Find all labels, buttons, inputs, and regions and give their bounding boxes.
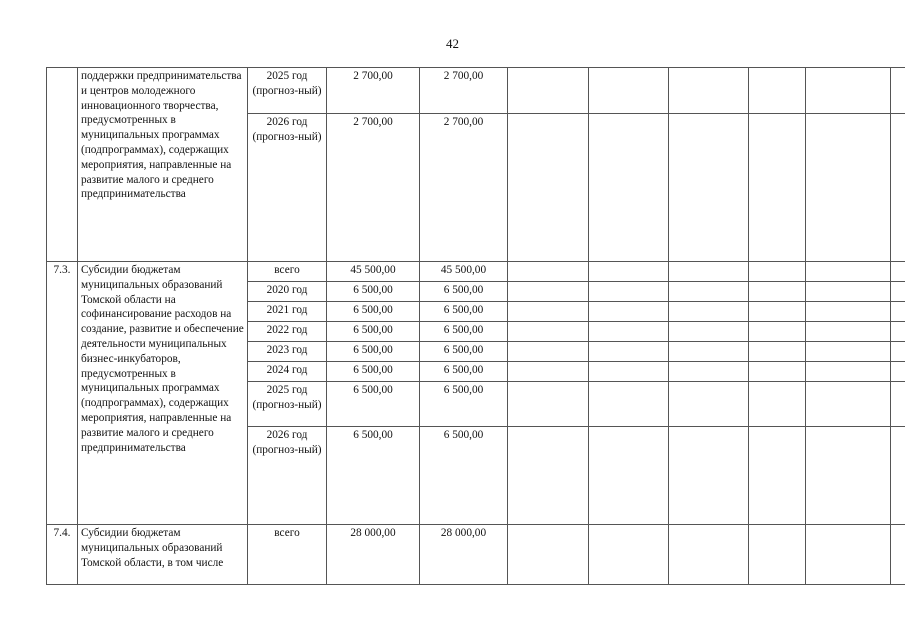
empty-cell [749, 114, 806, 262]
empty-cell [669, 342, 749, 362]
federal-value: 2 700,00 [420, 114, 508, 262]
empty-cell [806, 282, 891, 302]
empty-cell [749, 525, 806, 585]
empty-cell [669, 302, 749, 322]
empty-cell [669, 114, 749, 262]
federal-value: 2 700,00 [420, 68, 508, 114]
page-number: 42 [446, 36, 459, 51]
empty-cell [589, 525, 669, 585]
federal-value: 6 500,00 [420, 427, 508, 525]
empty-cell [749, 362, 806, 382]
empty-cell [891, 427, 905, 525]
federal-value: 28 000,00 [420, 525, 508, 585]
empty-cell [508, 262, 589, 282]
empty-cell [749, 382, 806, 427]
item-name: поддержки предпринимательства и центров молодежного инновационного творчества, предусмотренных в муниципальных программах (подпрограммах), содержащих мероприятия, направленные на развитие малого и среднего предпринимательства [78, 68, 248, 262]
empty-cell [749, 68, 806, 114]
total-value: 6 500,00 [327, 427, 420, 525]
federal-value: 6 500,00 [420, 302, 508, 322]
year-cell: 2021 год [248, 302, 327, 322]
empty-cell [891, 282, 905, 302]
total-value: 6 500,00 [327, 322, 420, 342]
table-row [47, 262, 905, 282]
federal-value: 6 500,00 [420, 282, 508, 302]
total-value: 6 500,00 [327, 302, 420, 322]
table-row [47, 525, 905, 585]
empty-cell [669, 382, 749, 427]
year-cell: 2020 год [248, 282, 327, 302]
federal-value: 45 500,00 [420, 262, 508, 282]
total-value: 6 500,00 [327, 362, 420, 382]
empty-cell [508, 362, 589, 382]
empty-cell [589, 342, 669, 362]
item-name: Субсидии бюджетам муниципальных образований Томской области, в том числе [78, 525, 248, 585]
item-number: 7.3. [47, 262, 78, 525]
empty-cell [669, 322, 749, 342]
empty-cell [508, 282, 589, 302]
empty-cell [806, 427, 891, 525]
year-cell: 2026 год (прогноз-ный) [248, 114, 327, 262]
empty-cell [749, 262, 806, 282]
empty-cell [589, 114, 669, 262]
empty-cell [749, 282, 806, 302]
total-value: 45 500,00 [327, 262, 420, 282]
empty-cell [891, 302, 905, 322]
empty-cell [508, 114, 589, 262]
empty-cell [508, 382, 589, 427]
empty-cell [891, 342, 905, 362]
empty-cell [508, 302, 589, 322]
empty-cell [508, 342, 589, 362]
year-cell: 2026 год (прогноз-ный) [248, 427, 327, 525]
empty-cell [589, 68, 669, 114]
federal-value: 6 500,00 [420, 362, 508, 382]
empty-cell [508, 525, 589, 585]
federal-value: 6 500,00 [420, 342, 508, 362]
empty-cell [669, 362, 749, 382]
empty-cell [891, 262, 905, 282]
year-cell: 2025 год (прогноз-ный) [248, 68, 327, 114]
empty-cell [806, 342, 891, 362]
total-value: 6 500,00 [327, 382, 420, 427]
empty-cell [749, 302, 806, 322]
empty-cell [508, 427, 589, 525]
empty-cell [669, 262, 749, 282]
empty-cell [891, 114, 905, 262]
empty-cell [589, 262, 669, 282]
item-number [47, 68, 78, 262]
empty-cell [891, 322, 905, 342]
year-cell: всего [248, 525, 327, 585]
empty-cell [669, 68, 749, 114]
empty-cell [749, 427, 806, 525]
empty-cell [749, 342, 806, 362]
empty-cell [806, 68, 891, 114]
item-number: 7.4. [47, 525, 78, 585]
empty-cell [806, 322, 891, 342]
item-name: Субсидии бюджетам муниципальных образований Томской области на софинансирование расходов на создание, развитие и обеспечение деятельности муниципальных бизнес-инкубаторов, предусмотренных в муниципальных программах (подпрограммах), содержащих мероприятия, направленные на развитие малого и среднего предпринимательства [78, 262, 248, 525]
empty-cell [806, 262, 891, 282]
year-cell: всего [248, 262, 327, 282]
year-cell: 2025 год (прогноз-ный) [248, 382, 327, 427]
year-cell: 2024 год [248, 362, 327, 382]
empty-cell [891, 362, 905, 382]
empty-cell [589, 362, 669, 382]
empty-cell [669, 427, 749, 525]
federal-value: 6 500,00 [420, 322, 508, 342]
empty-cell [891, 68, 905, 114]
empty-cell [508, 68, 589, 114]
total-value: 2 700,00 [327, 68, 420, 114]
total-value: 2 700,00 [327, 114, 420, 262]
empty-cell [806, 362, 891, 382]
empty-cell [669, 282, 749, 302]
empty-cell [589, 382, 669, 427]
empty-cell [806, 525, 891, 585]
empty-cell [806, 302, 891, 322]
year-cell: 2023 год [248, 342, 327, 362]
empty-cell [669, 525, 749, 585]
empty-cell [806, 114, 891, 262]
total-value: 28 000,00 [327, 525, 420, 585]
empty-cell [589, 322, 669, 342]
table-row [47, 68, 905, 114]
empty-cell [508, 322, 589, 342]
empty-cell [589, 282, 669, 302]
total-value: 6 500,00 [327, 342, 420, 362]
total-value: 6 500,00 [327, 282, 420, 302]
federal-value: 6 500,00 [420, 382, 508, 427]
budget-table [46, 67, 905, 585]
empty-cell [891, 382, 905, 427]
empty-cell [589, 427, 669, 525]
year-cell: 2022 год [248, 322, 327, 342]
empty-cell [589, 302, 669, 322]
empty-cell [891, 525, 905, 585]
empty-cell [749, 322, 806, 342]
empty-cell [806, 382, 891, 427]
